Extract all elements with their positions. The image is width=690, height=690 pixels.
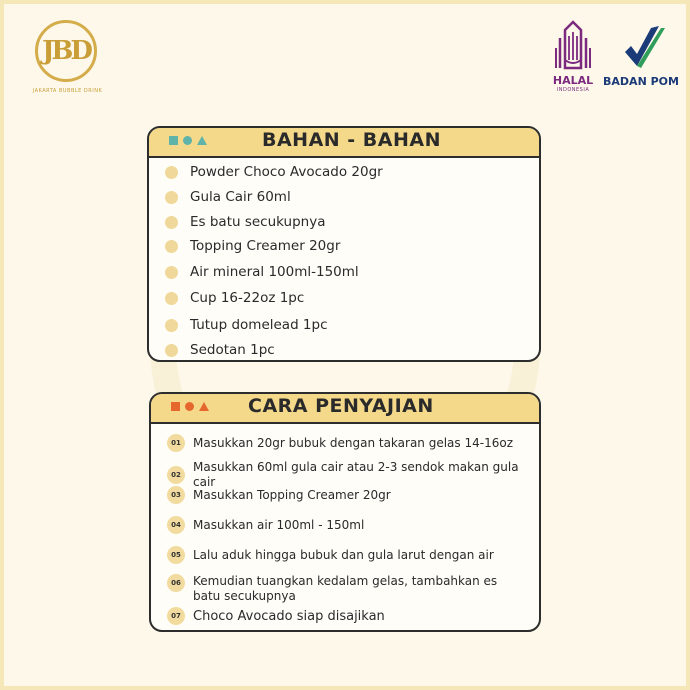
step-item: 01 Masukkan 20gr bubuk dengan takaran gelas 14-16oz — [167, 434, 513, 452]
list-item: Cup 16-22oz 1pc — [165, 290, 304, 306]
preparation-card — [149, 392, 541, 632]
ingredients-card — [147, 126, 541, 362]
bullet-icon — [165, 216, 178, 229]
list-item: Es batu secukupnya — [165, 214, 326, 230]
step-item: 06 Kemudian tuangkan kedalam gelas, tambahkan es batu secukupnya — [167, 574, 507, 604]
triangle-icon — [197, 136, 207, 145]
header-shapes — [171, 402, 209, 411]
bullet-icon — [165, 292, 178, 305]
brand-monogram: JBD — [42, 36, 90, 66]
bullet-icon — [165, 191, 178, 204]
triangle-icon — [199, 402, 209, 411]
brand-logo — [35, 20, 97, 82]
header-shapes — [169, 136, 207, 145]
list-item: Tutup domelead 1pc — [165, 317, 328, 333]
halal-icon — [552, 20, 594, 72]
list-item: Gula Cair 60ml — [165, 189, 291, 205]
step-number: 03 — [167, 486, 185, 504]
bullet-icon — [165, 344, 178, 357]
step-item: 02 Masukkan 60ml gula cair atau 2-3 sendok makan gula cair — [167, 460, 539, 490]
step-item: 04 Masukkan air 100ml - 150ml — [167, 516, 364, 534]
bpom-label: BADAN POM — [603, 75, 679, 88]
circle-icon — [183, 136, 192, 145]
step-number: 05 — [167, 546, 185, 564]
step-number: 06 — [167, 574, 185, 592]
ingredients-title: BAHAN - BAHAN — [262, 129, 442, 151]
step-number: 01 — [167, 434, 185, 452]
preparation-header — [151, 394, 539, 424]
ingredients-header — [149, 128, 539, 158]
preparation-title: CARA PENYAJIAN — [248, 395, 434, 417]
bullet-icon — [165, 240, 178, 253]
halal-sublabel: INDONESIA — [556, 87, 590, 93]
halal-badge — [552, 20, 594, 94]
circle-icon — [185, 402, 194, 411]
step-item: 07 Choco Avocado siap disajikan — [167, 607, 385, 625]
step-number: 07 — [167, 607, 185, 625]
list-item: Topping Creamer 20gr — [165, 238, 340, 254]
brand-caption: JAKARTA BUBBLE DRINK — [32, 88, 103, 94]
square-icon — [169, 136, 178, 145]
bpom-checkmark-icon — [603, 22, 679, 74]
bullet-icon — [165, 319, 178, 332]
step-number: 02 — [167, 466, 185, 484]
square-icon — [171, 402, 180, 411]
step-item: 05 Lalu aduk hingga bubuk dan gula larut dengan air — [167, 546, 494, 564]
list-item: Air mineral 100ml-150ml — [165, 264, 359, 280]
step-item: 03 Masukkan Topping Creamer 20gr — [167, 486, 391, 504]
bullet-icon — [165, 266, 178, 279]
bullet-icon — [165, 166, 178, 179]
list-item: Sedotan 1pc — [165, 342, 275, 358]
step-number: 04 — [167, 516, 185, 534]
bpom-badge — [603, 22, 679, 92]
halal-label: HALAL — [552, 74, 594, 87]
list-item: Powder Choco Avocado 20gr — [165, 164, 383, 180]
